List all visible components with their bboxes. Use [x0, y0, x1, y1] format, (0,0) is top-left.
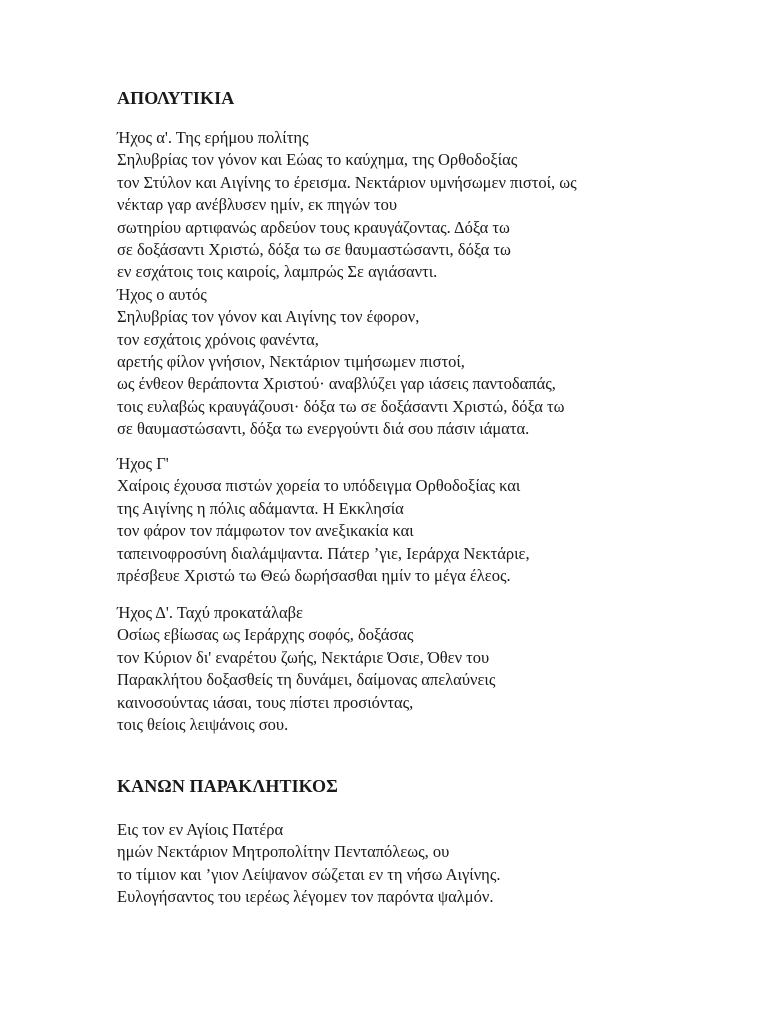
hymn-line: τοις ευλαβώς κραυγάζουσι· δόξα τω σε δοξάσαντι Χριστώ, δόξα τω — [117, 396, 565, 416]
hymn-line: νέκταρ γαρ ανέβλυσεν ημίν, εκ πηγών του — [117, 195, 398, 215]
section-heading-apolytikia: ΑΠΟΛΥΤΙΚΙΑ — [117, 88, 235, 108]
hymn-line: Σηλυβρίας τον γόνον και Αιγίνης τον έφορον, — [117, 307, 420, 327]
hymn-line: τον Κύριον δι' εναρέτου ζωής, Νεκτάριε Όσιε, Όθεν του — [117, 647, 490, 667]
hymn-block-3 — [117, 602, 495, 736]
hymn-line: της Αιγίνης η πόλις αδάμαντα. Η Εκκλησία — [117, 498, 404, 518]
hymn-line: τον φάρον τον πάμφωτον τον ανεξικακία και — [117, 521, 414, 541]
kanon-line: Εις τον εν Αγίοις Πατέρα — [117, 820, 284, 839]
hymn-line: Σηλυβρίας τον γόνον και Εώας το καύχημα, της Ορθοδοξίας — [117, 150, 518, 170]
hymn-line: πρέσβευε Χριστώ τω Θεώ δωρήσασθαι ημίν το μέγα έλεος. — [117, 565, 511, 585]
kanon-line: το τίμιον και ’γιον Λείψανον σώζεται εν τη νήσω Αιγίνης. — [117, 864, 501, 884]
hymn-line: τοις θείοις λειψάνοις σου. — [117, 714, 289, 734]
hymn-line: τον Στύλον και Αιγίνης το έρεισμα. Νεκτάριον υμνήσωμεν πιστοί, ως — [117, 172, 577, 192]
hymn-block-2 — [117, 453, 530, 587]
hymn-line: Ήχος ο αυτός — [117, 284, 207, 304]
hymn-line: σωτηρίου αρτιφανώς αρδεύον τους κραυγάζοντας. Δόξα τω — [117, 217, 510, 237]
hymn-line: Οσίως εβίωσας ως Ιεράρχης σοφός, δοξάσας — [117, 625, 414, 645]
hymn-line: καινοσούντας ιάσαι, τους πίστει προσιόντας, — [117, 692, 414, 712]
hymn-line: σε δοξάσαντι Χριστώ, δόξα τω σε θαυμαστώσαντι, δόξα τω — [117, 239, 511, 259]
kanon-line: Ευλογήσαντος του ιερέως λέγομεν τον παρόντα ψαλμόν. — [117, 887, 494, 907]
hymn-line: Ήχος α'. Της ερήμου πολίτης — [117, 128, 309, 147]
hymn-line: Ήχος Δ'. Ταχύ προκατάλαβε — [117, 603, 303, 622]
hymn-line: ως ένθεον θεράποντα Χριστού· αναβλύζει γαρ ιάσεις παντοδαπάς, — [117, 374, 556, 394]
section-heading-kanon: ΚΑΝΩΝ ΠΑΡΑΚΛΗΤΙΚΟΣ — [117, 776, 338, 796]
hymn-line: Παρακλήτου δοξασθείς τη δυνάμει, δαίμονας απελαύνεις — [117, 670, 496, 690]
hymn-line: σε θαυμαστώσαντι, δόξα τω ενεργούντι διά σου πάσιν ιάματα. — [117, 419, 530, 439]
kanon-line: ημών Νεκτάριον Μητροπολίτην Πενταπόλεως, ου — [117, 842, 450, 862]
hymn-block-1 — [117, 127, 577, 440]
hymn-line: ταπεινοφροσύνη διαλάμψαντα. Πάτερ ’γιε, Ιεράρχα Νεκτάριε, — [117, 543, 530, 563]
hymn-line: τον εσχάτοις χρόνοις φανέντα, — [117, 329, 319, 349]
hymn-line: εν εσχάτοις τοις καιροίς, λαμπρώς Σε αγιάσαντι. — [117, 262, 438, 282]
hymn-line: Ήχος Γ' — [117, 454, 169, 473]
kanon-intro-block — [117, 819, 500, 909]
hymn-line: αρετής φίλον γνήσιον, Νεκτάριον τιμήσωμεν πιστοί, — [117, 351, 465, 371]
hymn-line: Χαίροις έχουσα πιστών χορεία το υπόδειγμα Ορθοδοξίας και — [117, 476, 521, 496]
